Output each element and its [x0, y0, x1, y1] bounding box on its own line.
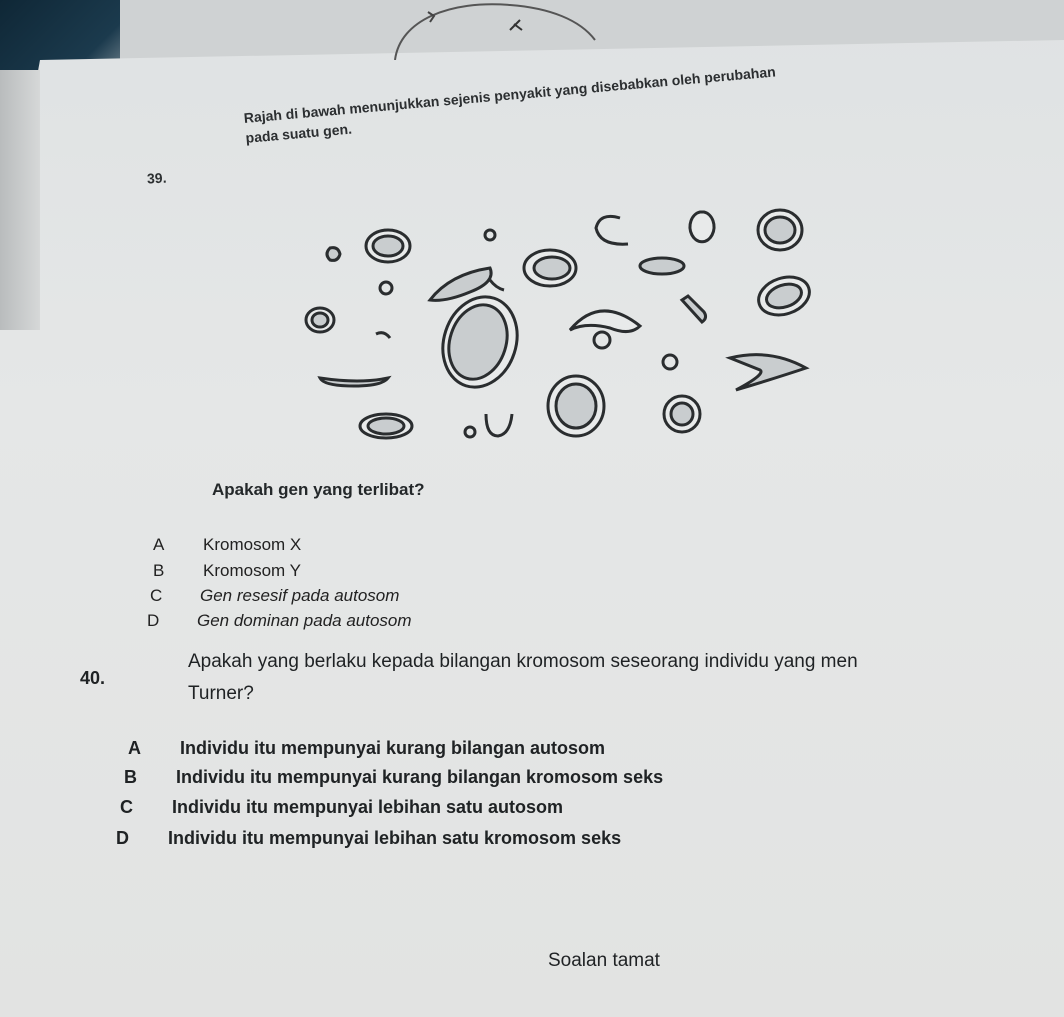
option-letter: D [147, 611, 160, 630]
option-text: Individu itu mempunyai kurang bilangan kromosom seks [176, 767, 664, 787]
cell-arch-1 [570, 311, 640, 332]
option-text: Gen dominan pada autosom [197, 611, 412, 630]
question-39-option-d[interactable] [147, 611, 412, 631]
question-40-stem [188, 646, 1064, 710]
question-40-option-d[interactable] [116, 828, 621, 849]
cell-flat-1 [640, 258, 684, 274]
question-39-option-a[interactable] [153, 535, 301, 555]
option-text: Individu itu mempunyai lebihan satu autosom [172, 797, 564, 817]
cell-ring-1-inner [373, 236, 403, 256]
question-39-stem [243, 59, 804, 148]
cell-large-2-inner [556, 384, 596, 428]
cell-ring-3-inner [534, 257, 570, 279]
option-letter: C [150, 586, 163, 605]
question-40-option-a[interactable] [128, 738, 605, 759]
cell-tiny-5 [663, 355, 677, 369]
question-39-line-2: pada suatu gen. [244, 120, 353, 146]
cell-ring-6-inner [368, 418, 404, 434]
question-39-number: 39. [146, 169, 167, 187]
option-letter: B [124, 767, 137, 787]
option-letter: A [128, 738, 141, 758]
option-text: Gen resesif pada autosom [200, 586, 400, 605]
cell-tiny-6 [465, 427, 475, 437]
cell-ring-7-inner [671, 403, 693, 425]
option-text: Individu itu mempunyai kurang bilangan autosom [180, 738, 606, 758]
partial-sketch-top [390, 0, 630, 60]
question-39-option-b[interactable] [153, 561, 301, 581]
question-39-line-1: Rajah di bawah menunjukkan sejenis penyakit yang disebabkan oleh perubahan [243, 63, 777, 126]
cell-sickle-1 [730, 355, 806, 390]
cell-ring-2-inner [765, 217, 795, 243]
cell-tail-1 [490, 280, 504, 290]
question-40-line-2: Turner? [188, 683, 254, 704]
question-39-prompt: Apakah gen yang terlibat? [212, 480, 425, 499]
cell-oval-1 [690, 212, 714, 242]
cell-crescent-1 [596, 216, 628, 244]
sickle-cell-diagram [290, 200, 830, 450]
option-letter: C [120, 797, 133, 817]
cell-tiny-2 [380, 282, 392, 294]
option-text: Kromosom Y [203, 561, 301, 580]
option-text: Individu itu mempunyai lebihan satu kromosom seks [168, 828, 622, 848]
option-letter: D [116, 828, 129, 848]
cell-tiny-4 [594, 332, 610, 348]
question-40-line-1: Apakah yang berlaku kepada bilangan kromosom seseorang individu yang men [188, 651, 858, 672]
end-of-questions-label: Soalan tamat [548, 950, 660, 971]
cell-needle-1 [682, 296, 706, 322]
cell-ring-5-inner [312, 313, 328, 327]
cell-rod-1 [320, 378, 388, 386]
question-39-option-c[interactable] [150, 586, 399, 606]
cell-tiny-3 [376, 333, 390, 338]
option-text: Kromosom X [203, 535, 302, 554]
cell-tiny-1 [485, 230, 495, 240]
cell-u-shape-1 [486, 414, 512, 436]
question-40-option-c[interactable] [120, 797, 563, 818]
cell-small-1 [327, 248, 340, 261]
question-40-number: 40. [80, 668, 106, 688]
question-40-option-b[interactable] [124, 767, 663, 788]
option-letter: B [153, 561, 165, 580]
option-letter: A [153, 535, 165, 554]
